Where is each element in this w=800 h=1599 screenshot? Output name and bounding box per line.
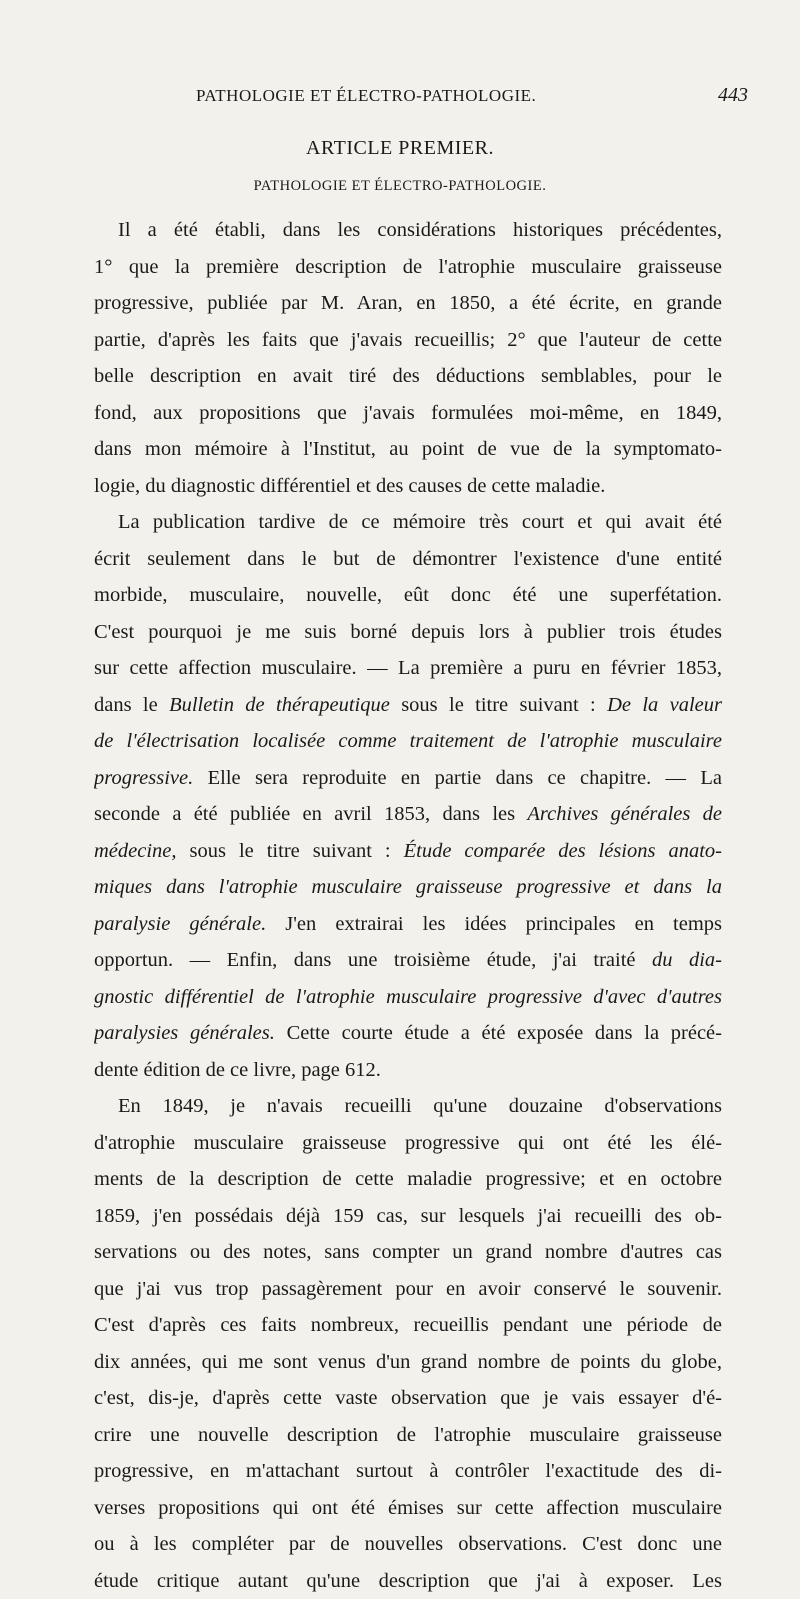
text-line bbox=[94, 760, 722, 797]
text-segment: écrit seulement dans le but de démontrer l'existence d'une entité bbox=[94, 548, 722, 570]
text-segment: servations ou des notes, sans compter un grand nombre d'autres cas bbox=[94, 1241, 722, 1263]
text-segment: progressive, en m'attachant surtout à contrôler l'exactitude des di- bbox=[94, 1460, 722, 1482]
text-line bbox=[94, 1234, 722, 1271]
italic-segment: médecine, bbox=[94, 840, 177, 862]
text-segment: c'est, dis-je, d'après cette vaste observation que je vais essayer d'é- bbox=[94, 1387, 722, 1409]
text-line bbox=[94, 1015, 722, 1052]
text-line bbox=[94, 322, 722, 359]
text-segment: crire une nouvelle description de l'atrophie musculaire graisseuse bbox=[94, 1424, 722, 1446]
body-text bbox=[94, 212, 722, 1599]
text-segment: C'est d'après ces faits nombreux, recueillis pendant une période de bbox=[94, 1314, 722, 1336]
text-line bbox=[94, 285, 722, 322]
text-segment: sur cette affection musculaire. — La première a puru en février 1853, bbox=[94, 657, 722, 679]
text-segment: logie, du diagnostic différentiel et des causes de cette maladie. bbox=[94, 475, 605, 497]
italic-segment: Étude comparée des lésions anato- bbox=[404, 840, 722, 862]
text-line bbox=[94, 212, 722, 249]
text-line bbox=[94, 468, 722, 505]
running-header bbox=[0, 86, 800, 110]
text-line bbox=[94, 1380, 722, 1417]
text-segment: dans le bbox=[94, 694, 169, 716]
text-line bbox=[94, 1344, 722, 1381]
text-line bbox=[94, 796, 722, 833]
text-line bbox=[94, 687, 722, 724]
text-segment: Elle sera reproduite en partie dans ce chapitre. — La bbox=[193, 767, 722, 789]
text-line bbox=[94, 723, 722, 760]
text-segment: que j'ai vus trop passagèrement pour en avoir conservé le souvenir. bbox=[94, 1278, 722, 1300]
text-segment: opportun. — Enfin, dans une troisième étude, j'ai traité bbox=[94, 949, 652, 971]
italic-segment: de l'électrisation localisée comme traitement de l'atrophie musculaire bbox=[94, 730, 722, 752]
italic-segment: progressive. bbox=[94, 767, 193, 789]
italic-segment: gnostic différentiel de l'atrophie musculaire progressive d'avec d'autres bbox=[94, 986, 722, 1008]
text-line bbox=[94, 1563, 722, 1599]
text-segment: dente édition de ce livre, page 612. bbox=[94, 1059, 381, 1081]
text-line bbox=[94, 979, 722, 1016]
text-segment: morbide, musculaire, nouvelle, eût donc été une superfétation. bbox=[94, 584, 722, 606]
text-line bbox=[94, 1161, 722, 1198]
text-segment: belle description en avait tiré des déductions semblables, pour le bbox=[94, 365, 722, 387]
text-segment: La publication tardive de ce mémoire très court et qui avait été bbox=[118, 511, 722, 533]
text-segment: sous le titre suivant : bbox=[390, 694, 607, 716]
text-line bbox=[94, 614, 722, 651]
text-segment: étude critique autant qu'une description que j'ai à exposer. Les bbox=[94, 1570, 722, 1592]
text-segment: dix années, qui me sont venus d'un grand nombre de points du globe, bbox=[94, 1351, 722, 1373]
text-segment: partie, d'après les faits que j'avais recueillis; 2° que l'auteur de cette bbox=[94, 329, 722, 351]
text-segment: sous le titre suivant : bbox=[177, 840, 404, 862]
text-line bbox=[94, 1490, 722, 1527]
text-line bbox=[94, 1271, 722, 1308]
text-line bbox=[94, 541, 722, 578]
italic-segment: paralysie générale. bbox=[94, 913, 266, 935]
text-segment: d'atrophie musculaire graisseuse progressive qui ont été les élé- bbox=[94, 1132, 722, 1154]
text-line bbox=[94, 249, 722, 286]
italic-segment: paralysies générales. bbox=[94, 1022, 275, 1044]
text-segment: ou à les compléter par de nouvelles observations. C'est donc une bbox=[94, 1533, 722, 1555]
text-line bbox=[94, 358, 722, 395]
text-line bbox=[94, 650, 722, 687]
text-line bbox=[94, 1088, 722, 1125]
section-title: PATHOLOGIE ET ÉLECTRO-PATHOLOGIE. bbox=[0, 178, 800, 195]
text-segment: verses propositions qui ont été émises sur cette affection musculaire bbox=[94, 1497, 722, 1519]
text-line bbox=[94, 1125, 722, 1162]
text-line bbox=[94, 1453, 722, 1490]
text-line bbox=[94, 1198, 722, 1235]
text-line bbox=[94, 431, 722, 468]
text-segment: seconde a été publiée en avril 1853, dans les bbox=[94, 803, 527, 825]
text-segment: 1° que la première description de l'atrophie musculaire graisseuse bbox=[94, 256, 722, 278]
text-line bbox=[94, 577, 722, 614]
text-segment: 1859, j'en possédais déjà 159 cas, sur lesquels j'ai recueilli des ob- bbox=[94, 1205, 722, 1227]
italic-segment: Bulletin de thérapeutique bbox=[169, 694, 390, 716]
text-line bbox=[94, 1307, 722, 1344]
text-segment: En 1849, je n'avais recueilli qu'une douzaine d'observations bbox=[118, 1095, 722, 1117]
running-title: PATHOLOGIE ET ÉLECTRO-PATHOLOGIE. bbox=[196, 86, 536, 106]
text-segment: Cette courte étude a été exposée dans la précé- bbox=[275, 1022, 722, 1044]
italic-segment: Archives générales de bbox=[527, 803, 722, 825]
text-segment: progressive, publiée par M. Aran, en 1850, a été écrite, en grande bbox=[94, 292, 722, 314]
text-line bbox=[94, 504, 722, 541]
text-segment: C'est pourquoi je me suis borné depuis lors à publier trois études bbox=[94, 621, 722, 643]
text-line bbox=[94, 906, 722, 943]
text-line bbox=[94, 1417, 722, 1454]
text-line bbox=[94, 395, 722, 432]
text-segment: dans mon mémoire à l'Institut, au point de vue de la symptomato- bbox=[94, 438, 722, 460]
text-line bbox=[94, 869, 722, 906]
text-line bbox=[94, 1526, 722, 1563]
italic-segment: De la valeur bbox=[607, 694, 722, 716]
article-title: ARTICLE PREMIER. bbox=[0, 137, 800, 160]
text-line bbox=[94, 942, 722, 979]
text-segment: J'en extrairai les idées principales en temps bbox=[266, 913, 722, 935]
text-line bbox=[94, 1052, 722, 1089]
text-line bbox=[94, 833, 722, 870]
text-segment: Il a été établi, dans les considérations historiques précédentes, bbox=[118, 219, 722, 241]
page-number: 443 bbox=[718, 84, 748, 107]
italic-segment: miques dans l'atrophie musculaire graisseuse progressive et dans la bbox=[94, 876, 722, 898]
italic-segment: du dia- bbox=[652, 949, 722, 971]
text-segment: fond, aux propositions que j'avais formulées moi-même, en 1849, bbox=[94, 402, 722, 424]
text-segment: ments de la description de cette maladie progressive; et en octobre bbox=[94, 1168, 722, 1190]
